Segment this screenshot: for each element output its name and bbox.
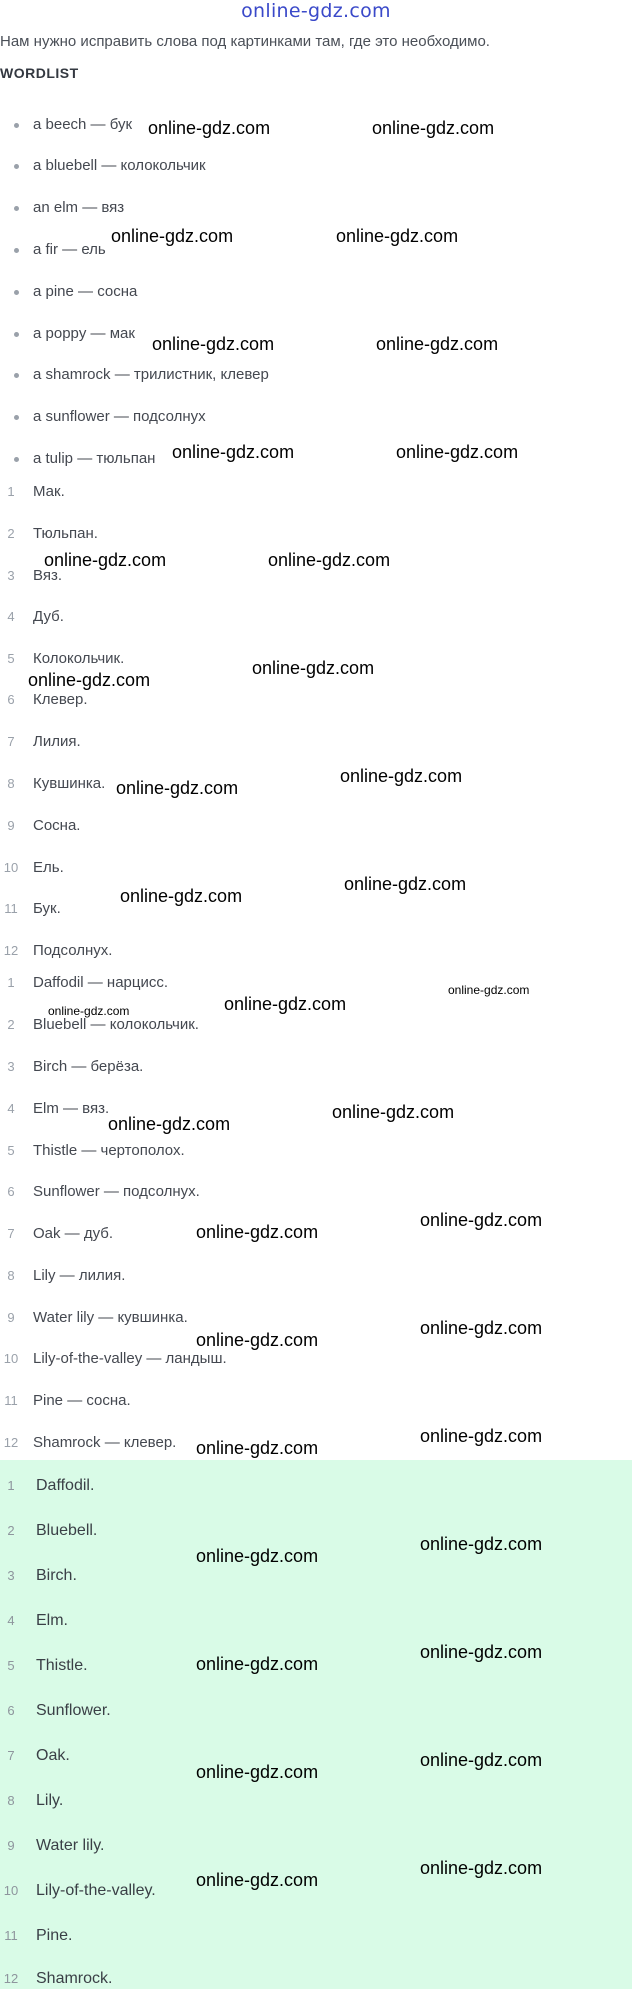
item-number: 3: [7, 1568, 15, 1583]
item-number: 11: [4, 1928, 18, 1943]
item-number: 3: [7, 1059, 15, 1074]
watermark: online-gdz.com: [420, 1858, 543, 1878]
item-number: 12: [3, 1435, 19, 1450]
item-number: 11: [4, 1393, 18, 1408]
item-number: 8: [7, 1793, 15, 1808]
wordlist-heading: WORDLIST: [0, 65, 79, 81]
watermark: online-gdz.com: [268, 550, 391, 570]
bullet-icon: [14, 164, 19, 169]
watermark: online-gdz.com: [344, 874, 467, 894]
bullet-icon: [14, 123, 19, 128]
item-number: 9: [7, 1310, 15, 1325]
item-number: 4: [7, 609, 15, 624]
answer-box: 1 Daffodil. 2 Bluebell. 3 Birch. 4 Elm. 5 Thistle. 6 Sunflower. 7 Oak. 8 Lily. 9 Water lily. 10 Lily-of-the-valley. 11 Pine. 12 Shamrock.: [0, 1460, 632, 1989]
watermark: online-gdz.com: [196, 1222, 319, 1242]
watermark: online-gdz.com: [448, 983, 530, 997]
watermark: online-gdz.com: [108, 1114, 231, 1134]
watermark: online-gdz.com: [372, 118, 495, 138]
watermark: online-gdz.com: [196, 1330, 319, 1350]
bullet-icon: [14, 248, 19, 253]
watermark: online-gdz.com: [196, 1870, 319, 1890]
watermark: online-gdz.com: [196, 1654, 319, 1674]
watermark: online-gdz.com: [120, 886, 243, 906]
intro-text: Нам нужно исправить слова под картинками там, где это необходимо.: [0, 33, 490, 50]
item-number: 9: [7, 818, 15, 833]
item-number: 8: [7, 776, 15, 791]
bullet-icon: [14, 290, 19, 295]
item-number: 12: [3, 943, 19, 958]
item-number: 5: [7, 651, 15, 666]
item-number: 10: [3, 1883, 19, 1898]
watermark: online-gdz.com: [332, 1102, 455, 1122]
item-number: 2: [7, 1523, 15, 1538]
item-number: 6: [7, 1184, 15, 1199]
watermark: online-gdz.com: [196, 1438, 319, 1458]
watermark: online-gdz.com: [196, 1546, 319, 1566]
watermark: online-gdz.com: [420, 1534, 543, 1554]
item-number: 9: [7, 1838, 15, 1853]
watermark: online-gdz.com: [420, 1642, 543, 1662]
watermark: online-gdz.com: [111, 226, 234, 246]
item-number: 8: [7, 1268, 15, 1283]
bullet-icon: [14, 457, 19, 462]
item-number: 1: [7, 975, 15, 990]
watermark: online-gdz.com: [340, 766, 463, 786]
watermark: online-gdz.com: [152, 334, 275, 354]
watermark: online-gdz.com: [148, 118, 271, 138]
watermark: online-gdz.com: [420, 1750, 543, 1770]
watermark: online-gdz.com: [28, 670, 151, 690]
watermark: online-gdz.com: [252, 658, 375, 678]
watermark: online-gdz.com: [420, 1318, 543, 1338]
item-number: 2: [7, 526, 15, 541]
watermark: online-gdz.com: [336, 226, 459, 246]
item-number: 1: [7, 1478, 15, 1493]
item-number: 1: [7, 484, 15, 499]
watermark: online-gdz.com: [196, 1762, 319, 1782]
item-number: 5: [7, 1143, 15, 1158]
item-number: 5: [7, 1658, 15, 1673]
bullet-icon: [14, 206, 19, 211]
item-number: 6: [7, 692, 15, 707]
bullet-icon: [14, 373, 19, 378]
item-number: 7: [7, 1226, 15, 1241]
item-number: 7: [7, 1748, 15, 1763]
watermark: online-gdz.com: [396, 442, 519, 462]
watermark: online-gdz.com: [48, 1004, 130, 1018]
site-logo[interactable]: online-gdz.com: [241, 0, 391, 22]
watermark: online-gdz.com: [44, 550, 167, 570]
item-number: 10: [3, 1351, 19, 1366]
watermark: online-gdz.com: [116, 778, 239, 798]
watermark: online-gdz.com: [172, 442, 295, 462]
item-number: 6: [7, 1703, 15, 1718]
bullet-icon: [14, 415, 19, 420]
item-number: 12: [3, 1971, 19, 1986]
watermark: online-gdz.com: [224, 994, 347, 1014]
item-number: 2: [7, 1017, 15, 1032]
item-number: 11: [4, 901, 18, 916]
item-number: 4: [7, 1613, 15, 1628]
item-number: 7: [7, 734, 15, 749]
item-number: 10: [3, 860, 19, 875]
watermark: online-gdz.com: [376, 334, 499, 354]
item-number: 3: [7, 568, 15, 583]
watermark: online-gdz.com: [420, 1210, 543, 1230]
bullet-icon: [14, 332, 19, 337]
watermark: online-gdz.com: [420, 1426, 543, 1446]
item-number: 4: [7, 1101, 15, 1116]
